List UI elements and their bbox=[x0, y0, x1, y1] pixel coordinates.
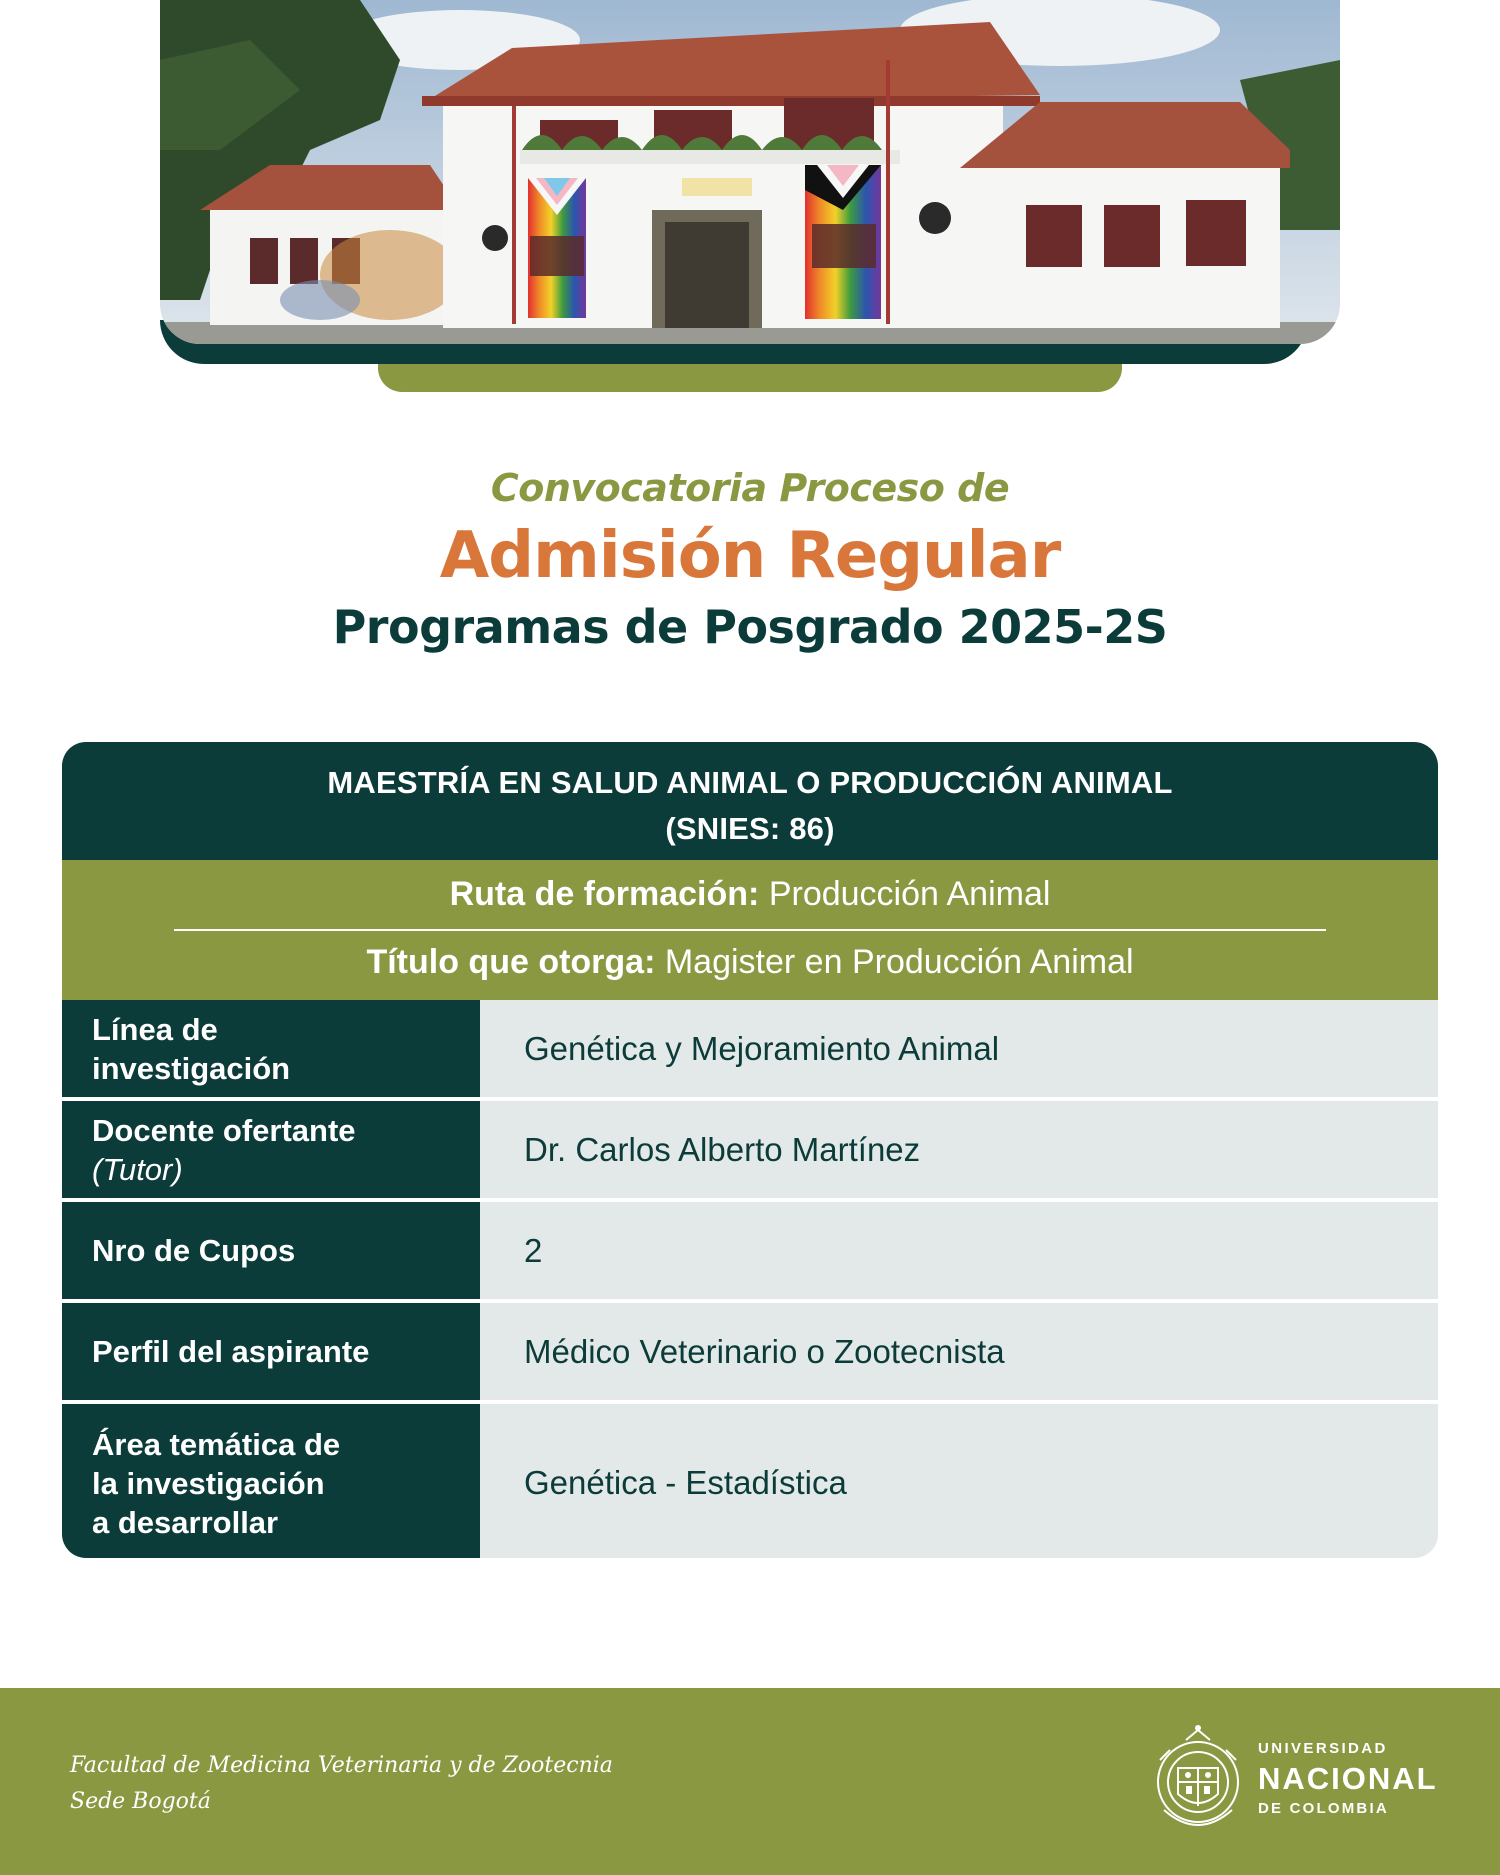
table-row-area bbox=[62, 1404, 1438, 1558]
heading-admision: Admisión Regular bbox=[439, 519, 1061, 593]
row-label-line: investigación bbox=[92, 1050, 291, 1086]
degree-value: Magister en Producción Animal bbox=[664, 943, 1134, 981]
program-snies: (SNIES: 86) bbox=[665, 811, 835, 846]
row-label bbox=[62, 1303, 480, 1400]
university-seal-icon bbox=[1150, 1720, 1246, 1844]
row-label bbox=[62, 1404, 480, 1558]
heading-programas: Programas de Posgrado 2025-2S bbox=[332, 600, 1168, 654]
campus-name: Sede Bogotá bbox=[70, 1789, 211, 1814]
logo-line-2: NACIONAL bbox=[1258, 1761, 1438, 1796]
row-label-line: Área temática de bbox=[92, 1426, 341, 1462]
faculty-name: Facultad de Medicina Veterinaria y de Zootecnia bbox=[70, 1753, 613, 1778]
building-photo bbox=[160, 0, 1340, 344]
row-value: 2 bbox=[480, 1202, 1438, 1299]
row-label-line: Nro de Cupos bbox=[92, 1233, 296, 1268]
logo-line-3: DE COLOMBIA bbox=[1258, 1800, 1389, 1817]
table-row-cupos bbox=[62, 1202, 1438, 1303]
row-value: Genética - Estadística bbox=[480, 1404, 1438, 1558]
program-header bbox=[62, 742, 1438, 860]
table-row-docente bbox=[62, 1101, 1438, 1202]
row-value: Genética y Mejoramiento Animal bbox=[480, 1000, 1438, 1097]
route-value: Producción Animal bbox=[768, 875, 1051, 913]
university-wordmark bbox=[1258, 1738, 1438, 1820]
row-label bbox=[62, 1101, 480, 1198]
row-label-line: a desarrollar bbox=[92, 1504, 279, 1540]
row-label-line: Docente ofertante bbox=[92, 1112, 356, 1148]
footer bbox=[0, 1688, 1500, 1875]
program-route-block bbox=[62, 860, 1438, 1000]
row-label-line: la investigación bbox=[92, 1465, 325, 1501]
route-divider bbox=[174, 929, 1326, 931]
heading-convocatoria: Convocatoria Proceso de bbox=[490, 466, 1010, 510]
row-label-sub: (Tutor) bbox=[92, 1151, 183, 1187]
announcement-heading bbox=[0, 458, 1500, 660]
table-row-perfil bbox=[62, 1303, 1438, 1404]
row-label-line: Línea de bbox=[92, 1011, 218, 1047]
faculty-info bbox=[70, 1748, 613, 1820]
degree-row bbox=[62, 942, 1438, 982]
hero-photo-block bbox=[0, 0, 1500, 392]
degree-label: Título que otorga: bbox=[366, 943, 656, 981]
row-label-line: Perfil del aspirante bbox=[92, 1334, 370, 1369]
route-row bbox=[62, 874, 1438, 914]
row-value: Dr. Carlos Alberto Martínez bbox=[480, 1101, 1438, 1198]
logo-line-1: UNIVERSIDAD bbox=[1258, 1740, 1388, 1757]
row-value: Médico Veterinario o Zootecnista bbox=[480, 1303, 1438, 1400]
table-row-linea bbox=[62, 1000, 1438, 1101]
row-label bbox=[62, 1000, 480, 1097]
university-logo bbox=[1150, 1720, 1450, 1844]
route-label: Ruta de formación: bbox=[449, 875, 760, 913]
row-label bbox=[62, 1202, 480, 1299]
program-card bbox=[62, 742, 1438, 1558]
program-name: MAESTRÍA EN SALUD ANIMAL O PRODUCCIÓN ANIMAL bbox=[327, 765, 1173, 800]
